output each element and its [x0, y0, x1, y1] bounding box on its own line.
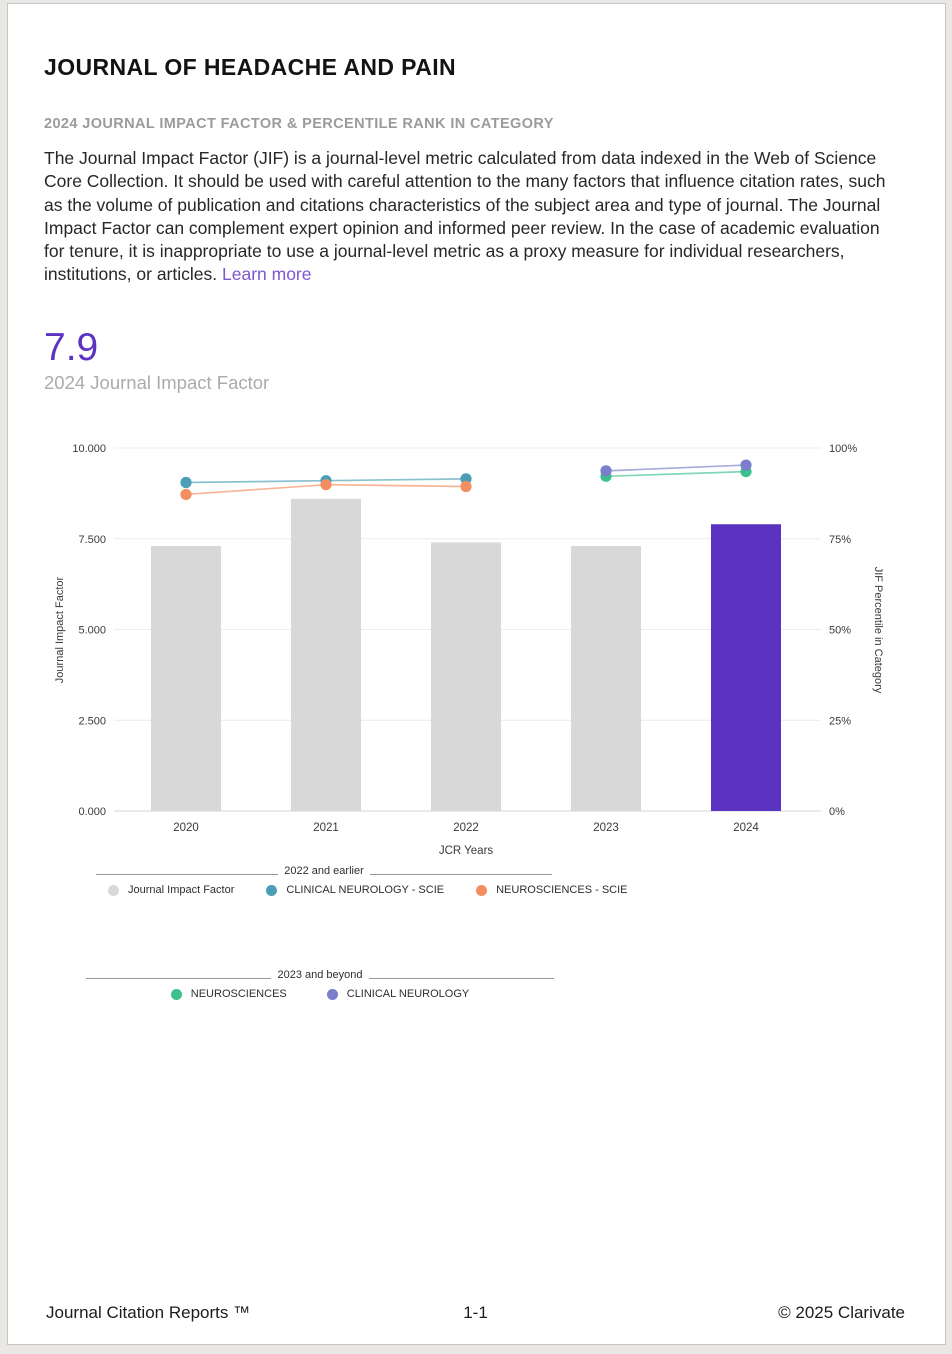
bar-2024: [711, 524, 781, 811]
legend-dash-right: [369, 978, 554, 979]
legend-2022-and-earlier: [96, 865, 628, 896]
legend-dash-left: [86, 978, 271, 979]
page-subtitle: 2024 JOURNAL IMPACT FACTOR & PERCENTILE RANK IN CATEGORY: [44, 116, 554, 132]
x-axis-tick-label: 2022: [453, 822, 479, 834]
x-axis-tick-label: 2020: [173, 822, 199, 834]
legend-dot-icon: [108, 885, 119, 896]
right-axis-tick-label: 50%: [829, 624, 852, 637]
legend-item-label: Journal Impact Factor: [128, 884, 235, 896]
legend-item: [266, 884, 444, 896]
footer-page-number: 1-1: [463, 1303, 488, 1322]
footer-copyright: © 2025 Clarivate: [778, 1303, 905, 1322]
right-axis-tick-label: 75%: [829, 533, 852, 546]
report-page: [7, 3, 946, 1345]
x-axis-tick-label: 2024: [733, 822, 759, 834]
bar-2023: [571, 546, 641, 811]
jif-value-label: 2024 Journal Impact Factor: [44, 372, 270, 393]
right-axis-tick-label: 0%: [829, 806, 845, 818]
legend-dot-icon: [266, 885, 277, 896]
jif-description: [44, 147, 902, 287]
left-axis-tick-label: 7.500: [78, 533, 106, 546]
bar-2021: [291, 499, 361, 811]
legend-dash-right: [370, 874, 552, 875]
legend-divider-line: [86, 969, 554, 981]
footer-product-name: Journal Citation Reports ™: [46, 1303, 251, 1322]
right-axis-title: JIF Percentile in Category: [872, 566, 884, 694]
point-neurosciences-scie-2022: [460, 481, 471, 492]
legend-item: [171, 988, 287, 1000]
point-clinical-neurology-2023: [600, 465, 611, 476]
x-axis-title: JCR Years: [438, 845, 494, 857]
legend-items: [96, 884, 628, 896]
left-axis-tick-label: 2.500: [78, 715, 106, 728]
legend-item-label: NEUROSCIENCES: [190, 988, 287, 1000]
line-neurosciences: [606, 472, 746, 477]
jif-value: 7.9: [44, 326, 99, 369]
legend-title: 2023 and beyond: [277, 969, 363, 981]
legend-dot-icon: [171, 989, 182, 1000]
legend-item: [327, 988, 469, 1000]
learn-more-link[interactable]: Learn more: [222, 264, 312, 285]
left-axis-tick-label: 10.000: [72, 443, 106, 455]
bar-2022: [431, 542, 501, 811]
page-footer: [46, 1303, 905, 1323]
point-neurosciences-scie-2021: [320, 479, 331, 490]
right-axis-tick-label: 25%: [829, 715, 852, 728]
left-axis-tick-label: 0.000: [78, 806, 106, 818]
legend-dot-icon: [476, 885, 487, 896]
line-clinical-neurology: [606, 465, 746, 471]
jif-trend-chart-svg: [41, 436, 911, 861]
point-neurosciences-scie-2020: [180, 489, 191, 500]
legend-item-label: CLINICAL NEUROLOGY - SCIE: [286, 884, 445, 896]
jif-description-text: The Journal Impact Factor (JIF) is a journal-level metric calculated from data indexed in the Web of Science Core Collection. It should be used with careful attention to the many factors that influence citation rates, such as the volume of publication and citations characteristics of the subject area and type of journal. The Journal Impact Factor can complement expert opinion and informed peer review. In the case of academic evaluation for tenure, it is inappropriate to use a journal-level metric as a proxy measure for individual researchers, institutions, or articles.: [44, 148, 886, 285]
legend-2023-and-beyond: [86, 969, 554, 1000]
x-axis-tick-label: 2021: [313, 822, 339, 834]
jif-trend-chart: [41, 436, 911, 861]
legend-divider-line: [96, 865, 552, 877]
legend-item: [476, 884, 627, 896]
legend-item-label: CLINICAL NEUROLOGY: [346, 988, 470, 1000]
legend-item-label: NEUROSCIENCES - SCIE: [496, 884, 628, 896]
left-axis-tick-label: 5.000: [78, 624, 106, 637]
point-clinical-neurology-2024: [740, 459, 751, 470]
legend-title: 2022 and earlier: [284, 865, 364, 877]
page-title: JOURNAL OF HEADACHE AND PAIN: [44, 54, 457, 80]
legend-item: [108, 884, 234, 896]
left-axis-title: Journal Impact Factor: [54, 576, 66, 684]
x-axis-tick-label: 2023: [593, 822, 619, 834]
right-axis-tick-label: 100%: [829, 443, 858, 455]
bar-2020: [151, 546, 221, 811]
point-clinical-neurology-scie-2020: [180, 477, 191, 488]
legend-items: [86, 988, 554, 1000]
legend-dash-left: [96, 874, 278, 875]
legend-dot-icon: [327, 989, 338, 1000]
